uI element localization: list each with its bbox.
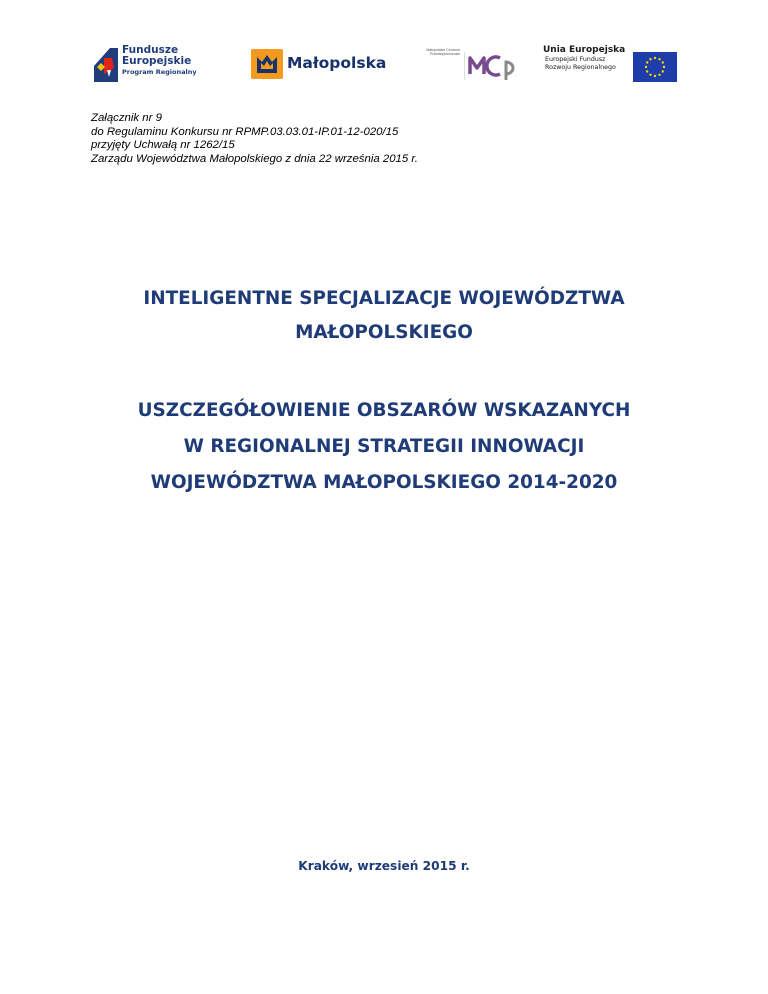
eu-flag-icon [633, 52, 677, 82]
attachment-line1: Załącznik nr 9 [91, 112, 162, 124]
eu-star-icon [646, 70, 648, 72]
unia-europejska-logo [543, 42, 677, 86]
fe-line1: Fundusze [122, 44, 179, 56]
eu-star-icon [646, 61, 648, 63]
eu-star-icon [645, 66, 647, 68]
ue-line2: Europejski Fundusz [545, 56, 606, 63]
title-line1: INTELIGENTNE SPECJALIZACJE WOJEWÓDZTWA [143, 288, 625, 309]
eu-star-icon [654, 57, 656, 59]
eu-star-icon [658, 74, 660, 76]
fe-star-icon [92, 44, 120, 84]
title-line2: MAŁOPOLSKIEGO [295, 322, 473, 343]
eu-star-icon [662, 61, 664, 63]
mcp-small-text: Małopolskie Centrum Przedsiębiorczości [426, 48, 460, 57]
malopolska-text: Małopolska [287, 54, 387, 72]
eu-star-icon [654, 75, 656, 77]
logo-bar [0, 42, 768, 86]
malopolska-crown-icon [251, 49, 283, 79]
eu-star-icon [649, 74, 651, 76]
mcp-mark-icon [464, 46, 524, 82]
ue-line1: Unia Europejska [543, 45, 626, 55]
attachment-line4: Zarządu Województwa Małopolskiego z dnia 22 września 2015 r. [91, 152, 418, 165]
malopolska-logo [249, 42, 399, 86]
mcp-logo [420, 42, 524, 86]
subtitle-line2: W REGIONALNEJ STRATEGII INNOWACJI [183, 436, 585, 457]
fe-line2: Europejskie [122, 55, 192, 67]
eu-star-icon [658, 58, 660, 60]
eu-star-icon [649, 58, 651, 60]
subtitle-line3: WOJEWÓDZTWA MAŁOPOLSKIEGO 2014-2020 [150, 472, 618, 493]
subtitle-line1: USZCZEGÓŁOWIENIE OBSZARÓW WSKAZANYCH [137, 400, 631, 421]
eu-star-icon [662, 70, 664, 72]
place-and-date: Kraków, wrzesień 2015 r. [298, 859, 470, 873]
document-subtitle [0, 393, 768, 501]
ue-line3: Rozwoju Regionalnego [545, 64, 616, 71]
document-title [0, 282, 768, 350]
attachment-note [91, 112, 418, 166]
attachment-line2: do Regulaminu Konkursu nr RPMP.03.03.01-IP.01-12-020/15 [91, 125, 399, 138]
attachment-line3: przyjęty Uchwałą nr 1262/15 [91, 139, 235, 151]
fundusze-europejskie-logo [92, 42, 202, 86]
fe-line3: Program Regionalny [122, 68, 197, 76]
eu-star-icon [663, 66, 665, 68]
